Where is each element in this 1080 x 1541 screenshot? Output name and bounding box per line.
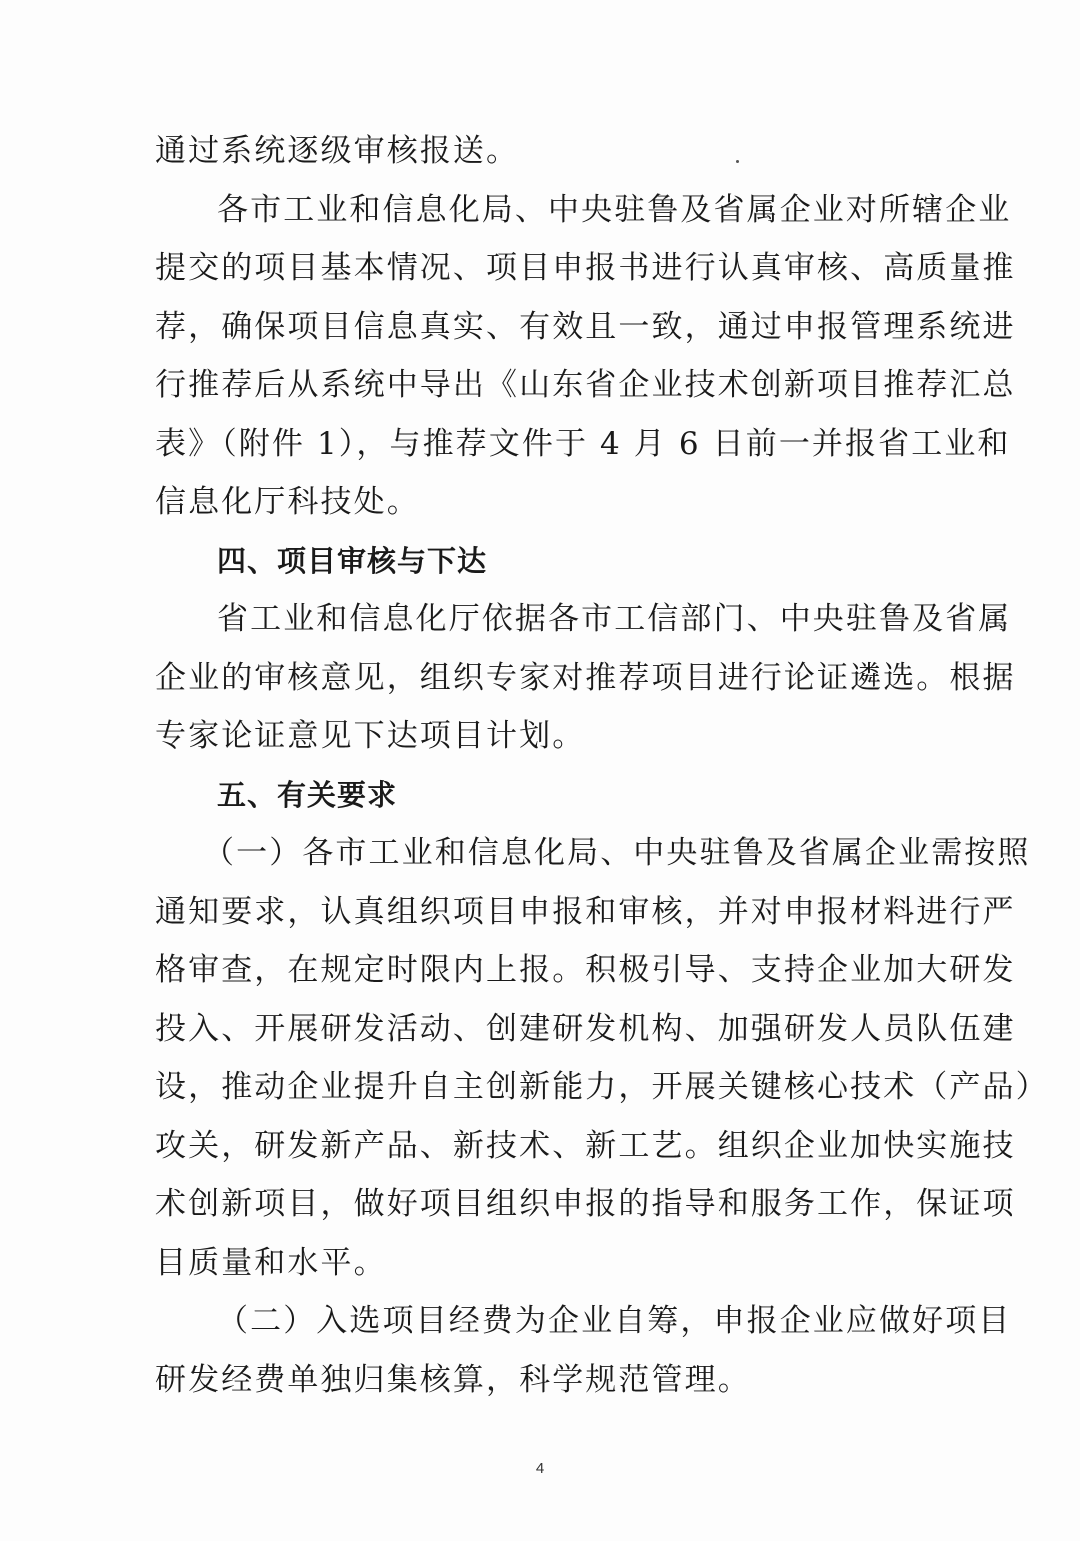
text-line: 通知要求，认真组织项目申报和审核，并对申报材料进行严	[155, 893, 1016, 930]
section-heading-4: 四、项目审核与下达	[217, 543, 488, 578]
text-line: 目质量和水平。	[155, 1244, 387, 1281]
paragraph-start: 各市工业和信息化局、中央驻鲁及省属企业对所辖企业	[217, 191, 1012, 228]
document-body	[155, 122, 1049, 1409]
text-line: 信息化厅科技处。	[155, 484, 420, 520]
page-number: 4	[535, 1460, 545, 1477]
paragraph-start: （二）入选项目经费为企业自筹，申报企业应做好项目	[217, 1303, 1012, 1339]
text-line: 提交的项目基本情况、项目申报书进行认真审核、高质量推	[155, 250, 1016, 286]
text-line: 行推荐后从系统中导出《山东省企业技术创新项目推荐汇总	[155, 367, 1016, 403]
text-line: 术创新项目，做好项目组织申报的指导和服务工作，保证项	[155, 1186, 1016, 1222]
text-line: 企业的审核意见，组织专家对推荐项目进行论证遴选。根据	[155, 659, 1016, 696]
text-line: 表》（附件 1），与推荐文件于 4 月 6 日前一并报省工业和	[155, 425, 1011, 462]
text-line: 设，推动企业提升自主创新能力，开展关键核心技术（产品）	[155, 1069, 1049, 1105]
text-line: 荐，确保项目信息真实、有效且一致，通过申报管理系统进	[155, 308, 1016, 345]
text-line: 通过系统逐级审核报送。	[155, 133, 520, 169]
section-heading-5: 五、有关要求	[217, 777, 398, 812]
text-line: 专家论证意见下达项目计划。	[155, 718, 586, 754]
text-line: 攻关，研发新产品、新技术、新工艺。组织企业加快实施技	[155, 1127, 1016, 1164]
text-line: 格审查，在规定时限内上报。积极引导、支持企业加大研发	[155, 952, 1016, 988]
text-line: 投入、开展研发活动、创建研发机构、加强研发人员队伍建	[155, 1010, 1016, 1047]
paragraph-start: （一）各市工业和信息化局、中央驻鲁及省属企业需按照	[203, 835, 1031, 871]
text-line: 研发经费单独归集核算，科学规范管理。	[155, 1361, 751, 1398]
paragraph-start: 省工业和信息化厅依据各市工信部门、中央驻鲁及省属	[217, 601, 1012, 637]
